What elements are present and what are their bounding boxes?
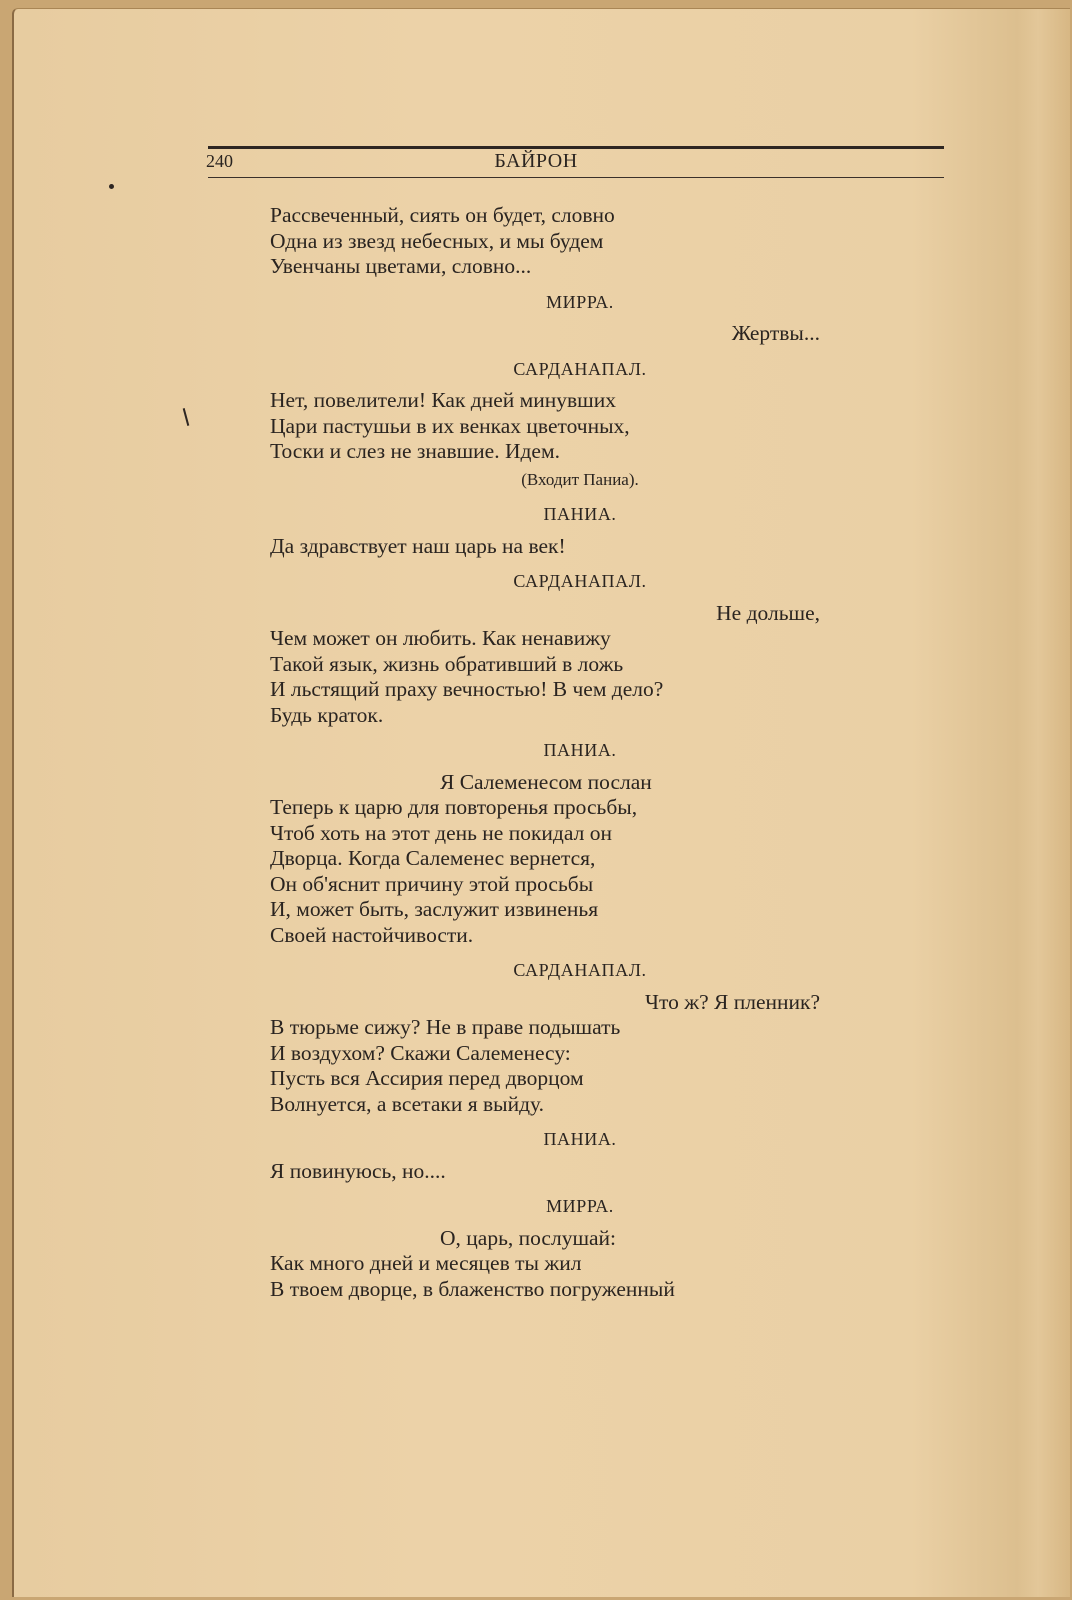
verse-line: О, царь, послушай: [440, 1225, 617, 1250]
verse-line: Своей настойчивости. [270, 922, 474, 947]
verse-line: И льстящий праху вечностью! В чем дело? [270, 677, 664, 701]
verse-line: Нет, повелители! Как дней минувших [270, 388, 616, 412]
speaker-name: ПАНИА. [543, 504, 617, 524]
verse-line: Тоски и слез не знавшие. Идем. [270, 439, 560, 463]
verse-line: Дворца. Когда Салеменес вернется, [270, 846, 596, 870]
verse-line: В тюрьме сижу? Не в праве подышать [270, 1015, 621, 1039]
verse-line: Пусть вся Ассирия перед дворцом [270, 1066, 584, 1090]
header-rule-top [208, 146, 944, 149]
verse-line: Я Салеменесом послан [440, 769, 652, 794]
header-rule-bottom [208, 177, 944, 178]
speaker-name: САРДАНАПАЛ. [513, 960, 647, 980]
play-text [270, 203, 830, 1302]
verse-line: Цари пастушьи в их венках цветочных, [270, 413, 630, 438]
verse-line: В твоем дворце, в блаженство погруженный [270, 1276, 675, 1301]
verse-line: И, может быть, заслужит извиненья [270, 897, 599, 921]
stage-direction: (Входит Паниа). [521, 469, 639, 489]
page-number: 240 [206, 151, 233, 171]
verse-line: Теперь к царю для повторенья просьбы, [270, 795, 638, 819]
verse-line: Рассвеченный, сиять он будет, словно [270, 203, 615, 227]
speaker-name: ПАНИА. [543, 740, 617, 760]
verse-line: Что ж? Я пленник? [645, 989, 820, 1014]
running-head: БАЙРОН [494, 150, 578, 172]
verse-line: Я повинуюсь, но.... [270, 1158, 446, 1183]
speaker-name: МИРРА. [546, 1196, 614, 1216]
verse-line: Волнуется, а всетаки я выйду. [270, 1091, 544, 1116]
verse-line: Будь краток. [270, 702, 384, 727]
speaker-name: ПАНИА. [543, 1129, 617, 1149]
speaker-name: МИРРА. [546, 291, 614, 312]
speaker-name: САРДАНАПАЛ. [513, 571, 647, 591]
verse-line: И воздухом? Скажи Салеменесу: [270, 1040, 571, 1065]
verse-line: Как много дней и месяцев ты жил [270, 1251, 582, 1275]
verse-line: Он об'яснит причину этой просьбы [270, 871, 594, 896]
verse-line: Чем может он любить. Как ненавижу [270, 626, 611, 650]
verse-line: Одна из звезд небесных, и мы будем [270, 228, 604, 253]
verse-line: Да здравствует наш царь на век! [270, 533, 566, 558]
verse-line: Увенчаны цветами, словно... [270, 254, 532, 278]
verse-line: Не дольше, [716, 600, 820, 625]
ink-spot [109, 184, 114, 189]
verse-line: Чтоб хоть на этот день не покидал он [270, 820, 612, 845]
verse-line: Такой язык, жизнь обративший в ложь [270, 651, 624, 676]
speaker-name: САРДАНАПАЛ. [513, 358, 647, 379]
verse-line: Жертвы... [731, 321, 820, 345]
